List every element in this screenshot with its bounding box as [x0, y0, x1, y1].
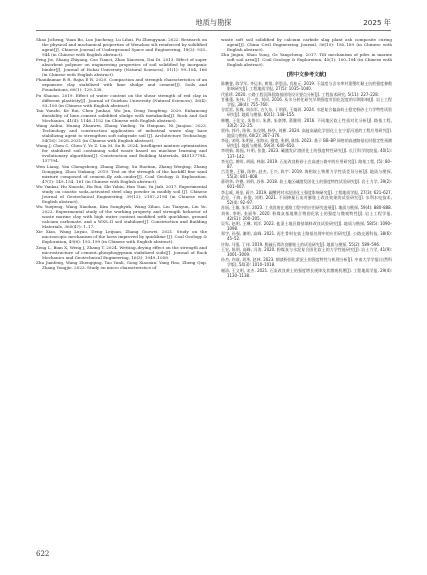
reference-entry: Wen Liang, Yan Chengsheng, Zhang Zheng, Xu Ruotian, Zhang Wenjing, Zhang Dongqing, Zhou Yinkang. 2019. Test on the strength of the backfill fine sand mixture composed of cement–fly ash–cinder[J]. Coal Geology & Exploration, 47(1): 149–154, 161 (in Chinese with English abstract). [36, 163, 207, 184]
reference-entry: 李显, 宋明, 朱明星, 张海永, 施宽, 张朝, 陈锋. 2023. 基于 BB–BP 网络的高速路基长时稳定性预测研究[J]. 地质与勘探, 59(3): 640–650. [221, 138, 392, 149]
reference-entry: Tan Yunzhi, Ke Rui, Chen Junhao, Wu Jun, Deng Yongfeng. 2020. Enhancing durability of lime–cement solidified sludge with metakaolin[J]. Rock and Soil Mechanics, 41(4): 1146–1152 (in Chinese with English abstract). [36, 107, 207, 123]
reference-entry: 甘雅蓬, 朱伟, 吕一彦, 刘珂. 2016. 从水分转化研究早期强度对固化泥度的早期影响[J]. 岩土工程学报, 38(4): 755–760. [221, 96, 392, 107]
reference-entry: 陈鹏斐, 陈学军, 齐运来, 黄翔, 余恩品, 肖桂元. 2019. 干湿度与含水率对重塑红黏土抗剪强度参数影响研究[J]. 工程地质学报, 27(5): 1035–1040. [221, 81, 392, 92]
references-left-column [36, 37, 207, 543]
reference-entry: 吕美艳, 王颖, 陈仲, 赵杰, 王兴, 陈宇. 2019. 海相软土物理力学性质差异分析[J]. 地质与勘探, 55(3): 801–808. [221, 169, 392, 180]
reference-entry: Wang Anhui, Huang Zhanwei, Zhang Yanling, Yu Haiquan, Ni Jiaojiao. 2023. Technology and construction application of industrial waste slag base stabilizing agent to strengthen soft subgrade soil [J]. Architecture Technology, 54(16): 2028–2031 (in Chinese with English abstract). [36, 123, 207, 144]
reference-entry: Zeng L, Bian X, Weng J, Zhang T. 2024. Wetting–drying effect on the strength and microstructure of cement–phosphogypsum stabilized soils[J]. Journal of Rock Mechanics and Geotechnical Engineering, 16(3): 1049–1058. [36, 244, 207, 260]
reference-entry: 李志威, 周金, 蒋兴. 2019. 碳酸钙对水泥固化土强度影响研究[J]. 工程地质学报, 27(3): 621–627. [221, 189, 392, 195]
reference-entry: 苏丽, 王雄, 朱军. 2023. 工业固废在道路工程中的应用研究进展[J]. 地质与勘探, 59(4): 880–888. [221, 205, 392, 211]
reference-entry: Wang J, Chen C, Chen Y, Ye Z, Liu M, Su B. 2024. Intelligent mixture optimization for stabilized soil containing solid waste based on machine learning and evolutionary algorithms[J]. Construction and Building Materials, 445137794–137794. [36, 143, 207, 164]
reference-entry: 谷雷雷, 张梅, 周东军, 吉久东, 于明跃, 王婧玥. 2024. 水泥复合偏高岭土稳定粉砂土力学特性试验研究[J]. 地质与勘探, 60(1): 148–155. [221, 107, 392, 118]
reference-entry: Wu Yankai, Hu Xiaoshi, Hu Rui, Shi Yabin, Han Tian, Yu Jiali. 2017. Experimental study on caustic soda–activated steel slag powder in muddy soil [J]. Chinese Journal of Geotechnical Engineering, 39(12): 2187–2194 (in Chinese with English abstract). [36, 183, 207, 204]
reference-entry: waste soft soil solidified by calcium carbide slag plant ash composite curing agent[J]. China Civil Engineering Journal, 56(10): 180–189 (in Chinese with English abstract). [221, 37, 392, 52]
reference-entry: 范宏, 于海, 孙俊, 刘明. 2021. 不同掺量石灰对膨胀土改良效果的试验研究[J]. 水利水电技术, 52(4): 92–97. [221, 195, 392, 206]
reference-entry: Zhu Jinjun, Shao Yong, Ge Yangcheng. 2017. Tilt mechanism of piles in marine soft soil area[J]. Coal Geology & Exploration, 45(1): 100–104 (in Chinese with English abstract). [221, 52, 392, 68]
chinese-references-list [221, 81, 392, 278]
english-references-continued [221, 37, 392, 67]
issue-year: 2025 年 [363, 18, 391, 27]
reference-entry: 许海, 马强, 丁伟. 2019. 脱硫石膏改良膨胀土的试验研究[J]. 地质与勘探, 55(2): 589–596. [221, 241, 381, 247]
reference-entry: 李光信, 黄明, 胡丽, 林刚. 2019. 石灰改良粉砂土在高速公路中的应用研究[J]. 路基工程, (5): 80–87. [221, 158, 392, 169]
reference-entry: Phanikumar B R, Rajia E R. 2020. Compaction and strength characteristics of an expansive clay stabilised with lime sludge and cement[J]. Soils and Foundations, 60(1): 129–138. [36, 77, 207, 93]
reference-entry: 代垂珍. 2020. 公路工程沉降段路基固结设计要点分析[J]. 工程技术研究, 5(11): 227–228. [221, 91, 380, 97]
reference-entry: 吴军, 赵明, 王琳, 刘洋. 2022. 盐渍土地区路基填料改良试验研究[J]. 地质与勘探, 58(5): 1090–1098. [221, 221, 392, 232]
chinese-references-heading: [附中文参考文献] [286, 72, 327, 79]
reference-entry: 郑宇, 孙强, 谢明, 高峰. 2021. 再生骨料在软土路基处理中的应用研究[J]. 公路交通科技, 38(6): 45–52. [221, 231, 392, 242]
reference-entry: 韩鹏, 王佳宝, 朱鲁川, 朱赛, 朱豪博, 葛继明. 2016. 不同地区软土性质对比分析[J]. 路基工程, 33(2): 22–25. [221, 117, 392, 128]
reference-entry: 孙杰, 许刚, 刘华, 赵林. 2023. 钢渣粉固化淤泥土的强度特性与机理分析[J]. 中南大学学报(自然科学版), 54(3): 1010–1018. [221, 257, 392, 268]
reference-entry: 谢清, 王文明, 宋杰. 2021. 石灰改良黄土的强度增长规律及其微观机理[J]. 工程地质学报, 29(4): 1130–1138. [221, 267, 392, 278]
reference-entry: 蒋明华, 许德, 刘明, 苏伟. 2018. 软土地区碱激发固化土的强度特性试验研究[J]. 岩土力学, 39(2): 601–607. [221, 179, 392, 190]
reference-entry: 贾伟, 郭丹, 陈伟, 朱仪钢, 杨华, 刘彬. 2024. 高盐高硫化学固化土在宁夏河道的工程应用研究[J]. 地质与勘探, 60(2): 367–376. [221, 127, 392, 138]
reference-entry: 王宏, 陈明, 高峰, 冯涛. 2020. 粉煤灰与水泥复合固化软土的力学性能研究[J]. 岩土力学, 41(9): 3001–3009. [221, 247, 392, 258]
running-header [36, 17, 391, 31]
reference-entry: 李明新, 陈振, 叶明, 张俊. 2023. 碱激发矿渣固化土的强度特性研究[J]. 长江科学院院报, 40(1): 137–142. [221, 148, 392, 159]
reference-entry: Zhu Jianfeng, Wang Zhengqing, Tao Yanli, Gong Xiaonan, Yang Hao, Zheng Qiqi, Zhang Yongjie. 2023. Study on micro characteristics of [36, 259, 207, 270]
reference-entry: Peng Jie, Shang Zhiyang, Cao Tianci, Zhao Xiaowen, Dai Di. 2013. Effect of super absorbent polymer on engineering properties of soil solidified by inorganic binder[J]. Journal of Hohai University (Natural Sciences), 51(1): 99–104, 166 (in Chinese with English abstract). [36, 57, 207, 78]
references-right-column [221, 37, 392, 543]
reference-entry: Pu Shaoao. 2019. Effect of water content on the shear strength of red clay in different plasticity[J]. Journal of Guizhou University (Natural Sciences), 36(4): 93–100 (in Chinese with English abstract). [36, 92, 207, 108]
page-number: 622 [36, 550, 50, 558]
reference-entry: 刘伟, 李明, 张丽华. 2020. 粉煤灰基地聚合物固化软土的强度与微观特性[J]. 岩土工程学报, 42(S1): 200–205. [221, 210, 392, 221]
journal-name: 地质与勘探 [195, 18, 232, 27]
reference-entry: Shao Jicheng, Yuan Bo, Luo Jincheng, Lu Lihui, Fu Zhengyuan. 2022. Research on the physical and mechanical properties of Wenzhou silt reinforced by solidified agent[J]. Chinese Journal of Underground Space and Engineering, 18(3): 935–944 (in Chinese with English abstract). [36, 37, 207, 57]
reference-entry: Wu Yuepeng, Wang Xiaohan, Kim Sunghyuk, Wang Zihao, Liu Tianyun, Liu Yu. 2022. Experimental study of the working property and strength behavior of waste marine clay with high water content modified with quicklime, ground calcium carbonate, and a WXS–II soil stabilizer[J]. Construction and Building Materials, 360(47): 1–17. [36, 204, 207, 230]
reference-entry: Xie Xiao, Wang Luyao, Deng Leijuan, Zhang Guowei. 2021. Study on the microscopic mechanism of the loess improved by quicklime [J]. Coal Geology & Exploration, 49(6): 193–199 (in Chinese with English abstract). [36, 229, 207, 245]
